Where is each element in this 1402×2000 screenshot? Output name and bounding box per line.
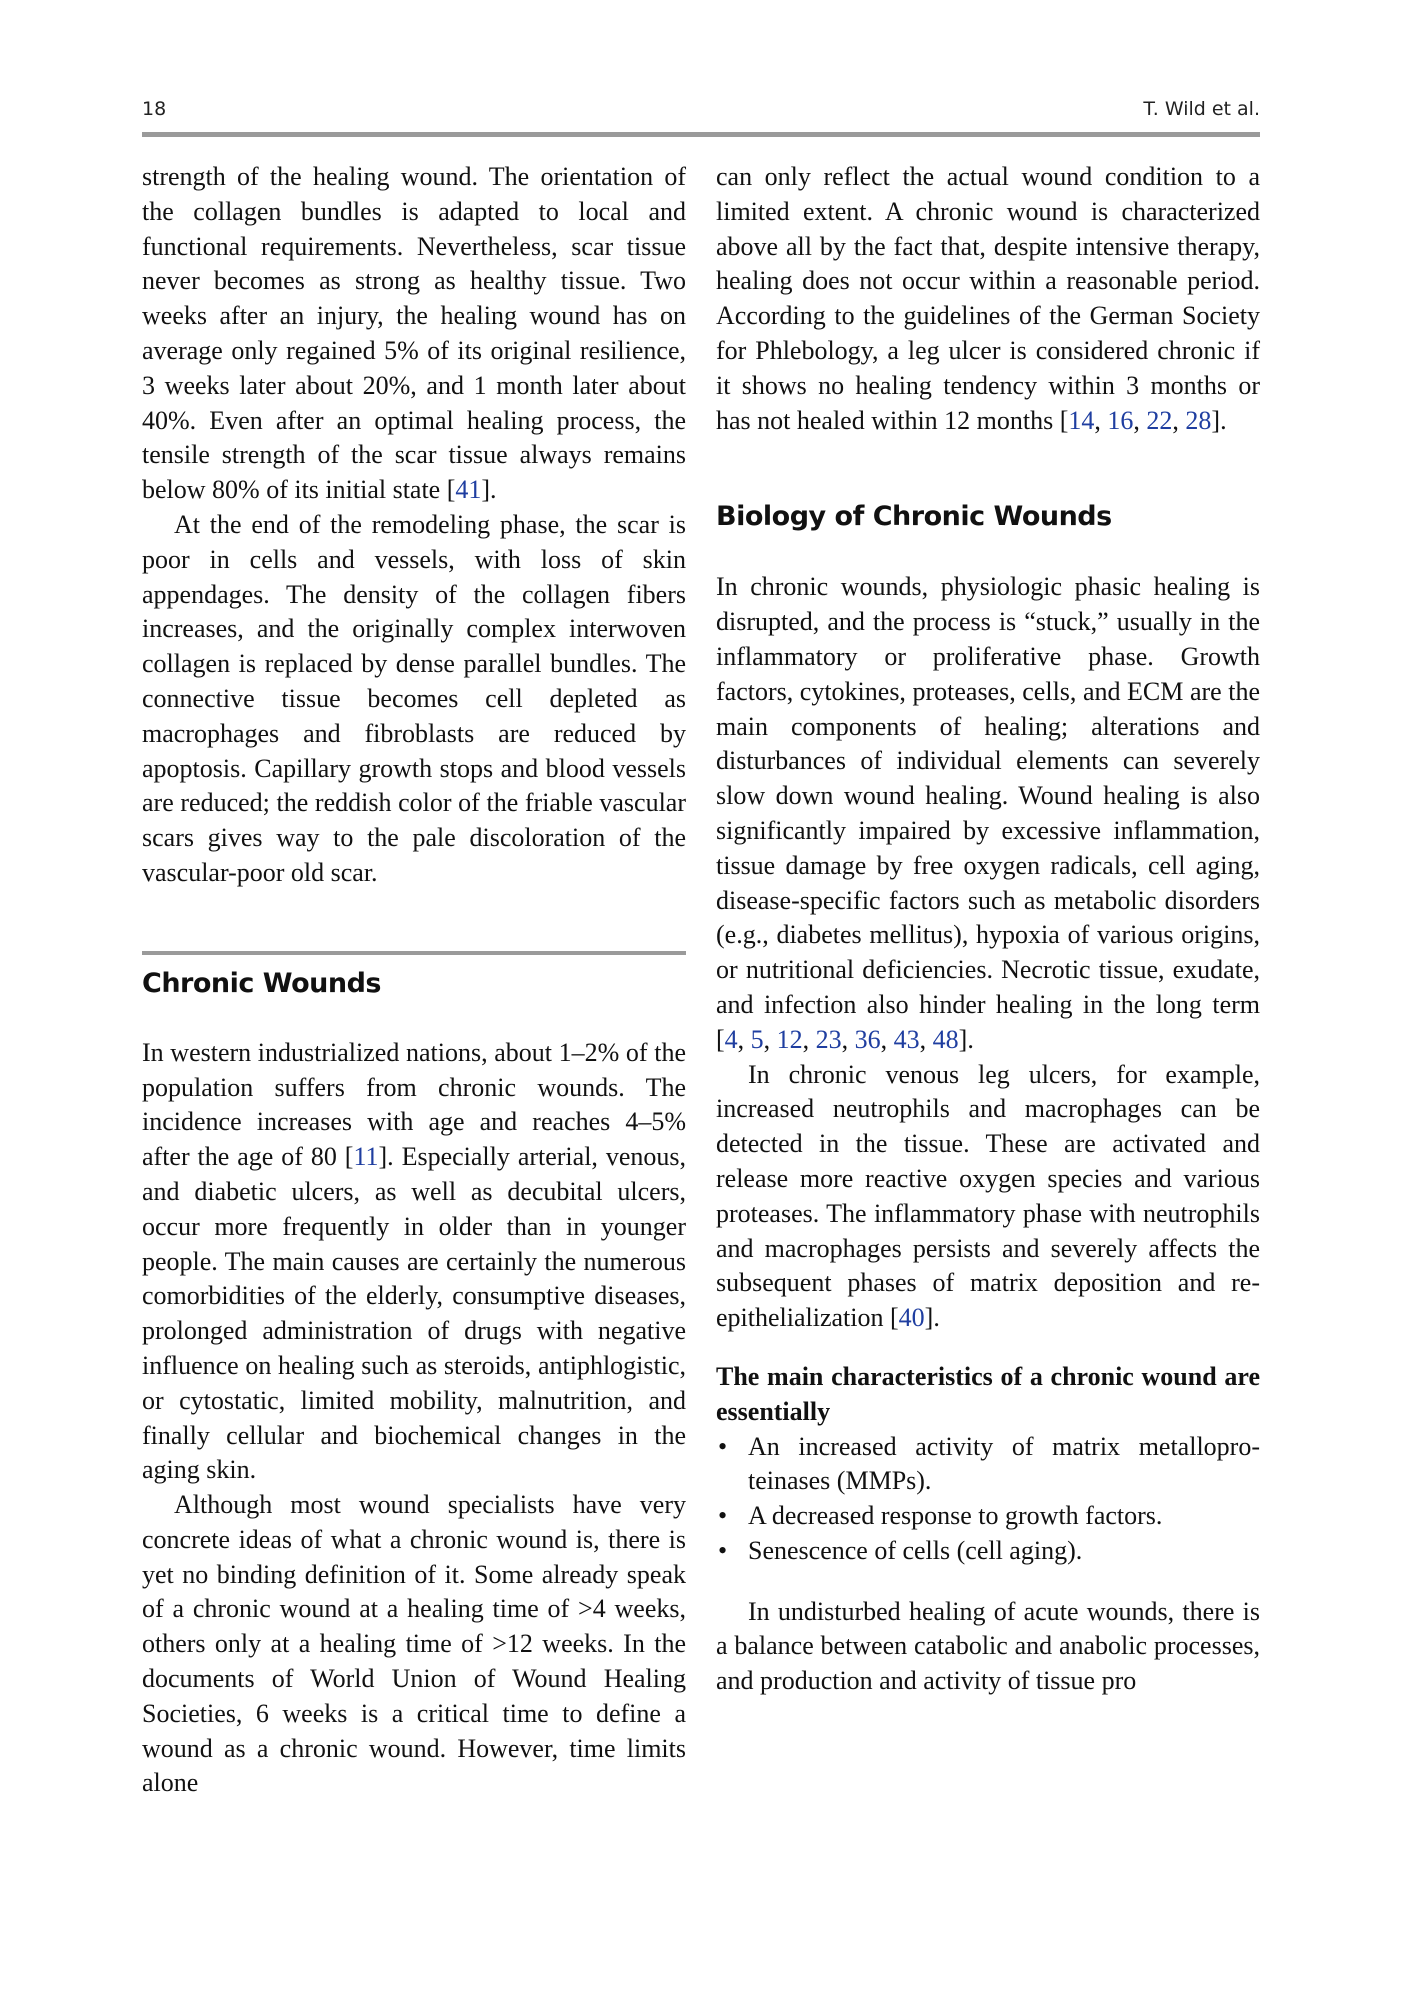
page-number: 18 — [142, 98, 167, 120]
citation-link[interactable]: 22 — [1146, 405, 1173, 435]
list-item: • An increased activity of matrix metalloproteinases (MMPs). — [716, 1430, 1260, 1500]
paragraph: In chronic venous leg ulcers, for example, increased neutrophils and macrophages can be detected in the tissue. These are activated and release more reactive oxygen species and various proteases. The inflammatory phase with neutrophils and macrophages persists and severely affects the subsequent phases of matrix deposition and re-epithelialization [40]. — [716, 1059, 1260, 1333]
paragraph: In western industrialized nations, about 1–2% of the population suffers from chronic wounds. The incidence increases with age and reaches 4–5% after the age of 80 [11]. Especially arterial, venous, and diabetic ulcers, as well as decubital ulcers, occur more frequently in older than in younger people. The main causes are certainly the numerous comorbidities of the elderly, consumptive diseases, prolonged administration of drugs with negative influence on healing such as steroids, antiphlogistic, or cytostatic, limited mobility, malnutrition, and finally cellular and biochemical changes in the aging skin. — [142, 1037, 687, 1485]
list-item: • A decreased response to growth factors. — [716, 1499, 1260, 1534]
citation-link[interactable]: 23 — [815, 1024, 842, 1054]
section-heading: Biology of Chronic Wounds — [716, 501, 1112, 533]
citation-link[interactable]: 16 — [1107, 405, 1134, 435]
right-column — [716, 160, 1260, 1699]
citation-link[interactable]: 5 — [750, 1024, 764, 1054]
section-heading: Chronic Wounds — [142, 967, 381, 999]
citation-link[interactable]: 11 — [353, 1142, 379, 1172]
citation-link[interactable]: 40 — [898, 1303, 925, 1333]
header-rule — [142, 132, 1260, 137]
paragraph: At the end of the remodeling phase, the scar is poor in cells and vessels, with loss of skin appendages. The density of the collagen fibers increases, and the originally complex interwoven collagen is replaced by dense parallel bundles. The connective tissue becomes cell depleted as macrophages and fibroblasts are reduced by apoptosis. Capillary growth stops and blood vessels are reduced; the reddish color of the friable vascular scars gives way to the pale discoloration of the vascular-poor old scar. — [142, 509, 686, 887]
paragraph: can only reflect the actual wound condition to a limited extent. A chronic wound is characterized above all by the fact that, despite intensive therapy, healing does not occur within a reasonable period. According to the guidelines of the German Society for Phlebology, a leg ulcer is considered chronic if it shows no healing tendency within 3 months or has not healed within 12 months [14, 16, 22, 28]. — [716, 162, 1260, 435]
citation-link[interactable]: 28 — [1185, 405, 1212, 435]
citation-link[interactable]: 4 — [724, 1024, 738, 1054]
running-head: T. Wild et al. — [1143, 98, 1260, 120]
citation-link[interactable]: 41 — [455, 475, 482, 505]
citation-link[interactable]: 48 — [932, 1024, 959, 1054]
paragraph: In undisturbed healing of acute wounds, there is a balance between catabolic and anabolic processes, and production and activity of tissue pro — [716, 1596, 1260, 1696]
paragraph: In chronic wounds, physiologic phasic healing is disrupted, and the process is “stuck,” usually in the inflammatory or proliferative phase. Growth factors, cytokines, proteases, cells, and ECM are the main components of healing; alterations and disturbances of individual elements can severely slow down wound healing. Wound healing is also significantly impaired by excessive inflammation, tissue damage by free oxygen radicals, cell aging, disease-specific factors such as metabolic disorders (e.g., diabetes mellitus), hypoxia of various origins, or nutritional deficiencies. Necrotic tissue, exudate, and infection also hinder healing in the long term [4, 5, 12, 23, 36, 43, 48]. — [716, 572, 1260, 1054]
list-heading: The main characteristics of a chronic wound are essentially — [716, 1361, 1260, 1426]
paragraph: strength of the healing wound. The orientation of the collagen bundles is adapted to local and functional requirements. Nevertheless, scar tissue never becomes as strong as healthy tissue. Two weeks after an injury, the healing wound has on average only regained 5% of its original resilience, 3 weeks later about 20%, and 1 month later about 40%. Even after an optimal healing process, the tensile strength of the scar tissue always remains below 80% of its initial state [41]. — [142, 162, 686, 505]
citation-link[interactable]: 36 — [854, 1024, 881, 1054]
citation-link[interactable]: 43 — [893, 1024, 920, 1054]
list-item: • Senescence of cells (cell aging). — [716, 1534, 1260, 1569]
paragraph: Although most wound specialists have very concrete ideas of what a chronic wound is, there is yet no binding definition of it. Some already speak of a chronic wound at a healing time of >4 weeks, others only at a healing time of >12 weeks. In the documents of World Union of Wound Healing Societies, 6 weeks is a critical time to define a wound as a chronic wound. However, time limits alone — [142, 1490, 686, 1798]
left-column — [142, 160, 686, 1801]
characteristics-list — [716, 1430, 1260, 1569]
citation-link[interactable]: 12 — [776, 1024, 803, 1054]
citation-link[interactable]: 14 — [1068, 405, 1095, 435]
